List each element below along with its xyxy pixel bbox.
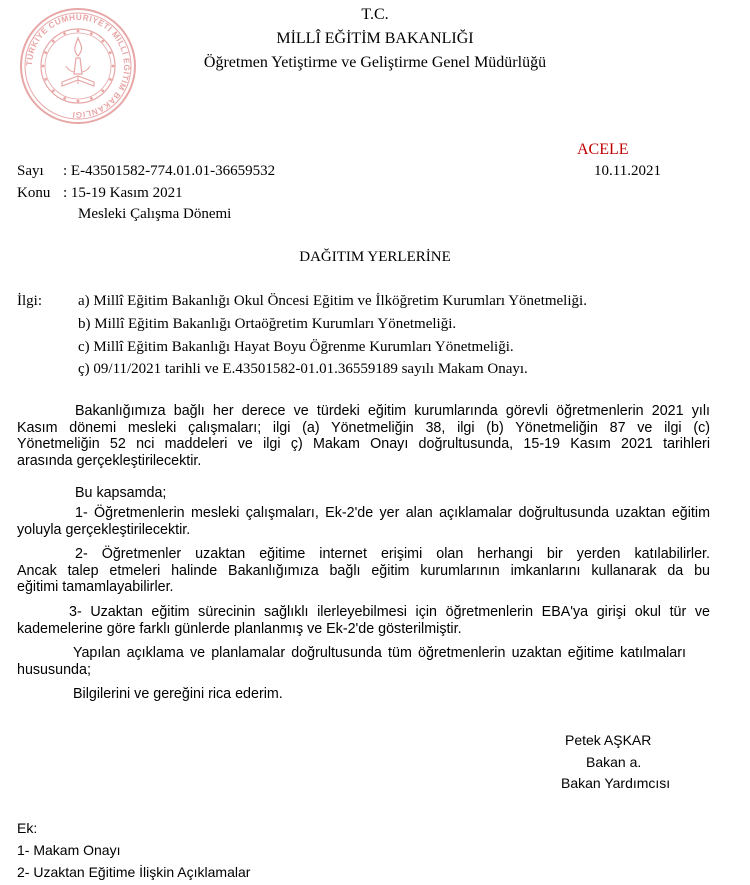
paragraph-line: kademelerine göre farklı günlerde planlanmış ve Ek-2'de gösterilmiştir. xyxy=(17,620,462,637)
attachment-1: 1- Makam Onayı xyxy=(17,842,121,858)
paragraph-7: Bilgilerini ve gereğini rica ederim. xyxy=(73,686,283,702)
seal-dot xyxy=(102,90,104,92)
attachment-2: 2- Uzaktan Eğitime İlişkin Açıklamalar xyxy=(17,864,251,880)
paragraph-1 xyxy=(17,403,710,469)
seal-dot xyxy=(45,78,47,80)
sayi-label: Sayı xyxy=(17,163,44,179)
paragraph-line: 2- Öğretmenler uzaktan eğitime internet erişimi olan herhangi bir yerden katılabilirler. xyxy=(75,546,710,562)
paragraph-line: hususunda; xyxy=(17,661,91,678)
paragraph-4 xyxy=(17,546,710,596)
paragraph-line: Kasım dönemi mesleki çalışmaları; ilgi (a) Yönetmeliğin 38, ilgi (b) Yönetmeliğin 87 ve ilgi (c) xyxy=(17,419,710,436)
recipient: DAĞITIM YERLERİNE xyxy=(299,249,451,265)
header-directorate: Öğretmen Yetiştirme ve Geliştirme Genel Müdürlüğü xyxy=(203,54,547,71)
paragraph-line: arasında gerçekleştirilecektir. xyxy=(17,452,202,469)
paragraph-line: eğitimi tamamlayabilirler. xyxy=(17,579,174,595)
seal-dot xyxy=(77,100,79,102)
seal-dot xyxy=(52,90,54,92)
document-date: 10.11.2021 xyxy=(594,163,661,179)
urgency-label: ACELE xyxy=(577,141,629,158)
signatory-line-2: Bakan a. xyxy=(586,754,642,770)
paragraph-line: Bakanlığımıza bağlı her derece ve türdeki eğitim kurumlarında görevli öğretmenlerin 2021 yılı xyxy=(75,403,710,419)
signatory-title: Bakan Yardımcısı xyxy=(561,775,671,791)
paragraph-line: Yönetmeliğin 52 nci maddeleri ve ilgi ç) Makam Onayı doğrultusunda, 15-19 Kasım 2021 tarihleri xyxy=(17,436,710,452)
seal-dot xyxy=(64,97,66,99)
seal-text: TÜRKİYE CUMHURİYETİ MİLLÎ EĞİTİM BAKANLIĞI xyxy=(24,12,132,120)
ilgi-item-b: b) Millî Eğitim Bakanlığı Ortaöğretim Kurumları Yönetmeliği. xyxy=(78,316,457,332)
paragraph-6 xyxy=(17,645,710,678)
sayi-value: : E-43501582-774.01.01-36659532 xyxy=(63,163,276,179)
paragraph-3 xyxy=(17,505,710,538)
ilgi-item-a: a) Millî Eğitim Bakanlığı Okul Öncesi Eğitim ve İlköğretim Kurumları Yönetmeliği. xyxy=(78,293,587,309)
paragraph-5 xyxy=(17,604,710,637)
seal-dot xyxy=(90,97,92,99)
paragraph-line: 1- Öğretmenlerin mesleki çalışmaları, Ek-2'de yer alan açıklamalar doğrultusunda uzaktan eğitim xyxy=(75,505,710,521)
ilgi-item-c: c) Millî Eğitim Bakanlığı Hayat Boyu Öğrenme Kurumları Yönetmeliği. xyxy=(78,339,514,355)
signatory-name: Petek AŞKAR xyxy=(565,732,652,748)
konu-label: Konu xyxy=(17,185,51,201)
paragraph-line: yoluyla gerçekleştirilecektir. xyxy=(17,521,191,538)
paragraph-line: Yapılan açıklama ve planlamalar doğrultusunda tüm öğretmenlerin uzaktan eğitime katılmaları xyxy=(73,645,686,661)
header-tc: T.C. xyxy=(361,6,389,23)
ilgi-label: İlgi: xyxy=(17,293,42,309)
paragraph-2: Bu kapsamda; xyxy=(75,485,167,501)
paragraph-line: Ancak talep etmeleri halinde Bakanlığımıza bağlı eğitim kurumlarının imkanlarını kullanarak da bu xyxy=(17,562,710,579)
konu-value-2: Mesleki Çalışma Dönemi xyxy=(78,206,232,222)
seal-dot xyxy=(109,78,111,80)
paragraph-line: 3- Uzaktan eğitim sürecinin sağlıklı ilerleyebilmesi için öğretmenlerin EBA'ya girişi okul tür ve xyxy=(69,604,710,620)
header-ministry: MİLLÎ EĞİTİM BAKANLIĞI xyxy=(276,30,474,47)
ilgi-item-cc: ç) 09/11/2021 tarihli ve E.43501582-01.01.36559189 sayılı Makam Onayı. xyxy=(78,361,528,377)
konu-value: : 15-19 Kasım 2021 xyxy=(63,185,183,201)
attachments-label: Ek: xyxy=(17,820,38,836)
